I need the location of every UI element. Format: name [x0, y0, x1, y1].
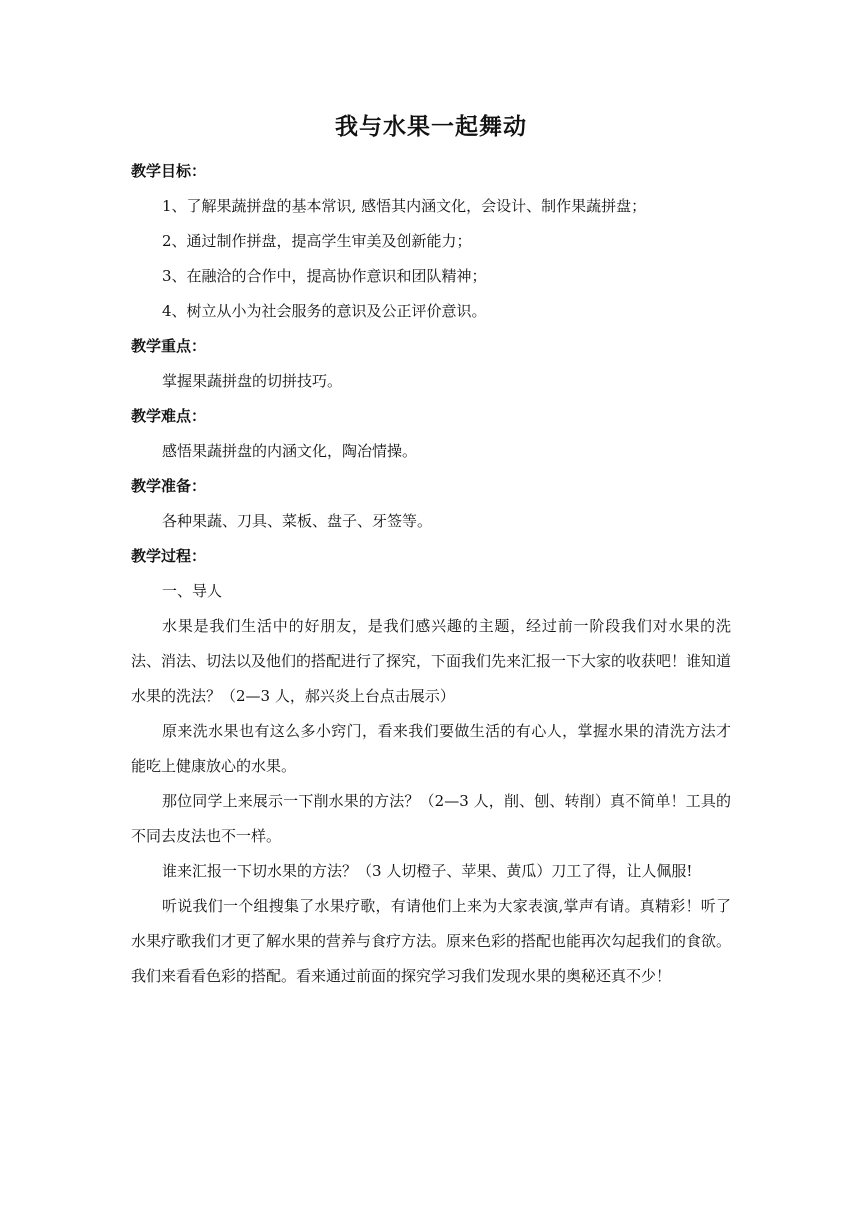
process-paragraph: 那位同学上来展示一下削水果的方法？（2—3 人，削、刨、转削）真不简单！工具的不同去皮法也不一样。: [131, 792, 731, 845]
objective-item: 4、树立从小为社会服务的意识及公正评价意识。: [162, 302, 487, 320]
process-heading: 教学过程：: [131, 547, 207, 565]
key-points-section: [131, 329, 731, 399]
difficulties-text: 感悟果蔬拼盘的内涵文化，陶冶情操。: [162, 442, 418, 460]
page-title: 我与水果一起舞动: [335, 114, 527, 140]
difficulties-heading: 教学难点：: [131, 407, 207, 425]
objectives-section: [131, 154, 731, 329]
process-paragraph: 听说我们一个组搜集了水果疗歌，有请他们上来为大家表演,掌声有请。真精彩！听了水果疗歌我们才更了解水果的营养与食疗方法。原来色彩的搭配也能再次勾起我们的食欲。我们来看看色彩的搭配。看来通过前面的探究学习我们发现水果的奥秘还真不少！: [131, 897, 732, 985]
process-paragraph: 水果是我们生活中的好朋友，是我们感兴趣的主题，经过前一阶段我们对水果的洗法、消法、切法以及他们的搭配进行了探究，下面我们先来汇报一下大家的收获吧！谁知道水果的洗法？（2—3 人，郝兴炎上台点击展示）: [131, 617, 732, 705]
preparation-text: 各种果蔬、刀具、菜板、盘子、牙签等。: [162, 512, 433, 530]
objective-item: 1、了解果蔬拼盘的基本常识, 感悟其内涵文化，会设计、制作果蔬拼盘；: [162, 197, 647, 215]
process-step-title: 一、导人: [162, 582, 223, 600]
process-paragraph: 谁来汇报一下切水果的方法？（3 人切橙子、苹果、黄瓜）刀工了得，让人佩服!: [162, 862, 693, 880]
process-paragraph: 原来洗水果也有这么多小窍门，看来我们要做生活的有心人，掌握水果的清洗方法才能吃上健康放心的水果。: [131, 722, 731, 775]
preparation-section: [131, 469, 731, 539]
key-points-text: 掌握果蔬拼盘的切拼技巧。: [162, 372, 343, 390]
document-body: [131, 110, 731, 994]
process-section: [131, 539, 731, 994]
objective-item: 2、通过制作拼盘，提高学生审美及创新能力；: [162, 232, 472, 250]
key-points-heading: 教学重点：: [131, 337, 207, 355]
objectives-heading: 教学目标：: [131, 162, 207, 180]
difficulties-section: [131, 399, 731, 469]
objective-item: 3、在融洽的合作中，提高协作意识和团队精神；: [162, 267, 487, 285]
preparation-heading: 教学准备：: [131, 477, 207, 495]
